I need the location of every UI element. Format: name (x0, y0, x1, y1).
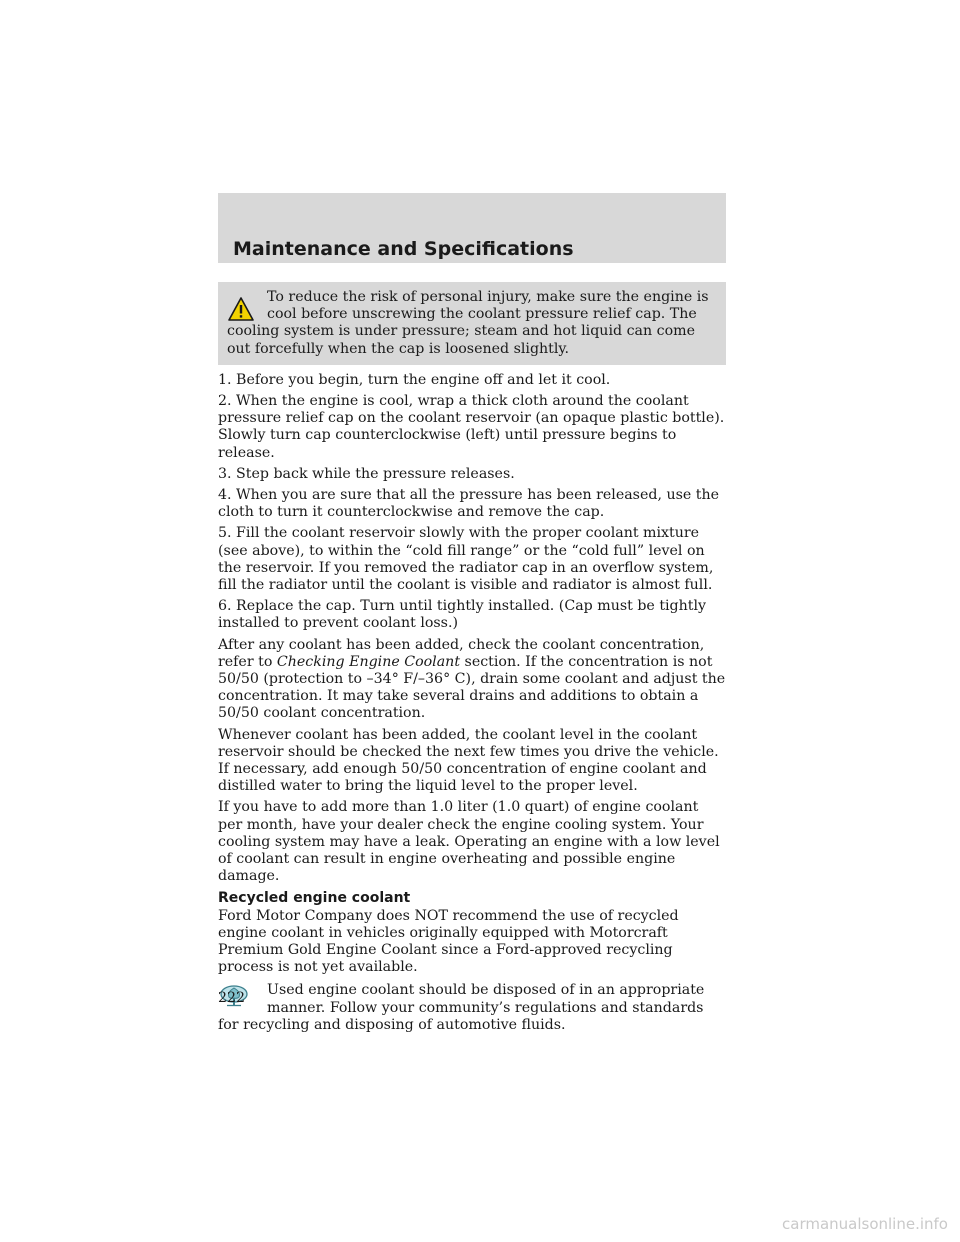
step-1: 1. Before you begin, turn the engine off and let it cool. (218, 371, 611, 388)
step-6: 6. Replace the cap. Turn until tightly installed. (Cap must be tightly installed to prevent coolant loss.) (218, 598, 707, 632)
coolant-level-paragraph: Whenever coolant has been added, the coolant level in the coolant reservoir should be checked the next few times you drive the vehicle. If necessary, add enough 50/50 concentration of engine coolant and distilled water to bring the liquid level to the proper level. (218, 726, 719, 795)
coolant-leak-paragraph: If you have to add more than 1.0 liter (1.0 quart) of engine coolant per month, have your dealer check the engine cooling system. Your cooling system may have a leak. Operating an engine with a low level of coolant can result in engine overheating and possible engine damage. (218, 799, 720, 885)
checking-engine-coolant-reference: Checking Engine Coolant (276, 653, 461, 670)
warning-text: To reduce the risk of personal injury, make sure the engine is cool before unscrewing the coolant pressure relief cap. The cooling system is under pressure; steam and hot liquid can come out forcefully when the cap is loosened slightly. (227, 289, 709, 357)
concentration-note-before: After any coolant has been added, check the coolant concentration, refer to (218, 636, 705, 670)
recycled-coolant-heading: Recycled engine coolant (218, 889, 411, 906)
warning-box (218, 282, 726, 365)
environment-note-text: Used engine coolant should be disposed of in an appropriate manner. Follow your community’s regulations and standards for recycling and disposing of automotive fluids. (218, 982, 705, 1033)
warning-triangle-icon (227, 296, 255, 322)
section-title: Maintenance and Specifications (233, 238, 574, 260)
step-5: 5. Fill the coolant reservoir slowly with the proper coolant mixture (see above), to within the “cold fill range” or the “cold full” level on the reservoir. If you removed the radiator cap in an overflow system, fill the radiator until the coolant is visible and radiator is almost full. (218, 525, 714, 594)
step-3: 3. Step back while the pressure releases. (218, 465, 515, 482)
recycled-coolant-text: Ford Motor Company does NOT recommend the use of recycled engine coolant in vehicles originally equipped with Motorcraft Premium Gold Engine Coolant since a Ford-approved recycling process is not yet available. (218, 907, 679, 976)
page-number: 222 (218, 990, 246, 1006)
concentration-note-after: section. If the concentration is not 50/50 (protection to –34° F/–36° C), drain some coolant and adjust the concentration. It may take several drains and additions to obtain a 50/50 coolant concentration. (218, 653, 726, 722)
step-2: 2. When the engine is cool, wrap a thick cloth around the coolant pressure relief cap on the coolant reservoir (an opaque plastic bottle). Slowly turn cap counterclockwise (left) until pressure begins to release. (218, 393, 725, 461)
concentration-note (218, 637, 726, 723)
page-content (218, 282, 726, 1038)
step-4: 4. When you are sure that all the pressure has been released, use the cloth to turn it counterclockwise and remove the cap. (218, 487, 720, 521)
environment-note (218, 982, 726, 1034)
watermark: carmanualsonline.info (782, 1215, 948, 1233)
